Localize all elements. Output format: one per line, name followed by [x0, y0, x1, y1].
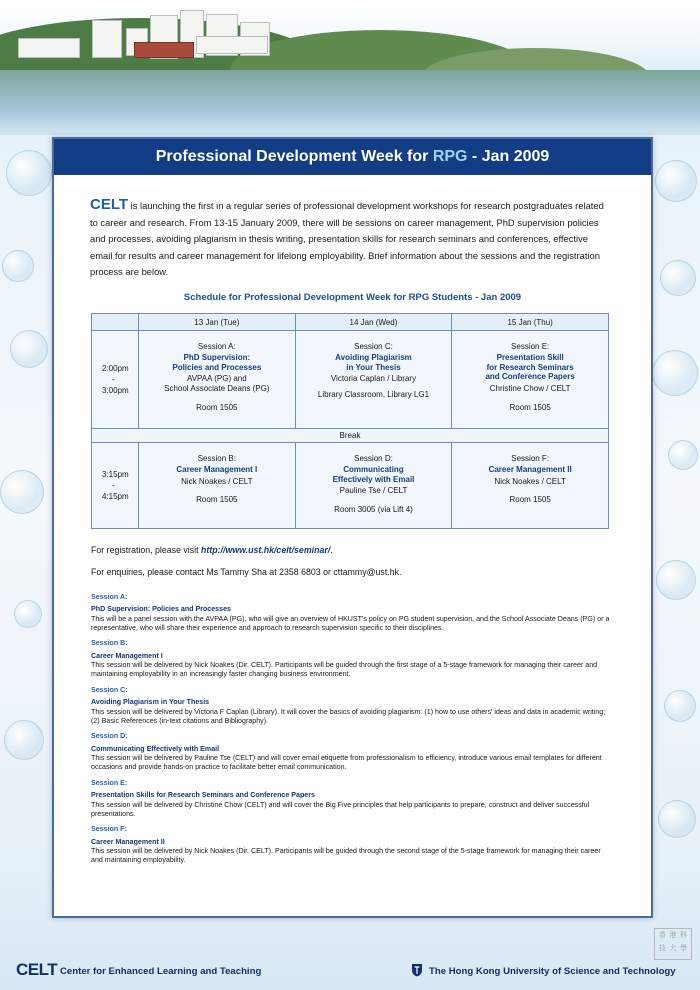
footer: [0, 956, 700, 986]
session-details: [91, 593, 613, 872]
celt-logo: CELT: [16, 960, 58, 979]
schedule-break-row: [92, 429, 609, 443]
water-surface: [0, 70, 700, 135]
session-cell: Session C: Avoiding Plagiarism in Your Thesis Victoria Caplan / Library Library Classroom, Library LG1: [295, 331, 452, 429]
enquiries-line: For enquiries, please contact Ms Tammy Sha at 2358 6803 or cttammy@ust.hk.: [91, 567, 402, 577]
university-name: The Hong Kong University of Science and Technology: [429, 966, 676, 977]
content-panel: [52, 137, 653, 918]
time-slot: 3:15pm - 4:15pm: [92, 443, 139, 529]
schedule-title: Schedule for Professional Development Week for RPG Students - Jan 2009: [183, 292, 522, 303]
schedule-table: [91, 313, 609, 529]
registration-link[interactable]: http://www.ust.hk/celt/seminar/: [201, 545, 331, 555]
time-slot: 2:00pm - 3:00pm: [92, 331, 139, 429]
session-detail: Session B: Career Management I This session will be delivered by Nick Noakes (Dir. CELT). Participants will be guided through the first stage of a 5-stage framework for managing their career and maintaining employability in an increasingly faster changing business environment.: [91, 639, 598, 679]
page-title: Professional Development Week for RPG - Jan 2009: [54, 139, 651, 175]
session-detail: Session E: Presentation Skills for Research Seminars and Conference Papers This session will be delivered by Christine Chow (CELT) and will cover the Big Five principles that help participants to prepare, construct and deliver successful presentations.: [91, 778, 590, 818]
session-detail: Session C: Avoiding Plagiarism in Your Thesis This session will be delivered by Victoria F Caplan (Library). It will cover the basics of avoiding plagiarism: (1) how to use others' ideas and data in academic writing; (2) Basic References (in-text citations and Bibliography).: [91, 685, 606, 725]
schedule-row-afternoon-2: [92, 443, 609, 529]
university-seal: 香 港 科 技 大 學: [654, 928, 692, 960]
day-header: 13 Jan (Tue): [139, 314, 296, 331]
session-cell: Session A: PhD Supervision: Policies and Processes AVPAA (PG) and School Associate Deans (PG) Room 1505: [139, 331, 296, 429]
celt-brand: CELT: [90, 196, 129, 213]
session-cell: Session F: Career Management II Nick Noakes / CELT Room 1505: [452, 443, 609, 529]
campus-photo: [0, 0, 700, 135]
celt-name: Center for Enhanced Learning and Teaching: [60, 966, 262, 977]
session-cell: Session E: Presentation Skill for Research Seminars and Conference Papers Christine Chow / CELT Room 1505: [452, 331, 609, 429]
break-label: Break: [92, 429, 609, 443]
hkust-shield-icon: [411, 963, 423, 977]
schedule-corner-cell: [92, 314, 139, 331]
session-cell: Session B: Career Management I Nick Noakes / CELT Room 1505: [139, 443, 296, 529]
session-detail: Session D: Communicating Effectively with Email This session will be delivered by Pauline Tse (CELT) and will cover email etiquette from professionalism to efficiency, introduce various email templates for different occasions and provide hands-on practice to facilitate better email communication.: [91, 732, 602, 772]
schedule-row-afternoon-1: [92, 331, 609, 429]
session-detail: Session F: Career Management II This session will be delivered by Nick Noakes (Dir. CELT). Participants will be guided through the second stage of the 5-stage framework for managing their career and maintaining employability.: [91, 825, 601, 865]
registration-line: For registration, please visit http://www.ust.hk/celt/seminar/.: [91, 545, 333, 555]
intro-paragraph: [90, 197, 612, 281]
day-header: 15 Jan (Thu): [452, 314, 609, 331]
session-cell: Session D: Communicating Effectively with Email Pauline Tse / CELT Room 3005 (via Lift 4): [295, 443, 452, 529]
intro-text: is launching the first in a regular series of professional development workshops for research postgraduates related to career and research. From 13-15 January 2009, there will be sessions on career management, PhD supervision policies and processes, avoiding plagiarism in thesis writing, presentation skills for research seminars and conferences, effective email for results and career management for lifelong employability. Brief information about the sessions and the registration process are below.: [90, 200, 604, 278]
session-detail: Session A: PhD Supervision: Policies and Processes This will be a panel session with the AVPAA (PG), who will give an overview of HKUST's policy on PG student supervision, and the School Associate Deans (PG) or a representative, who will share their experience and approach to research supervision specific to their disciplines.: [91, 593, 610, 632]
day-header: 14 Jan (Wed): [295, 314, 452, 331]
schedule-header-row: [92, 314, 609, 331]
